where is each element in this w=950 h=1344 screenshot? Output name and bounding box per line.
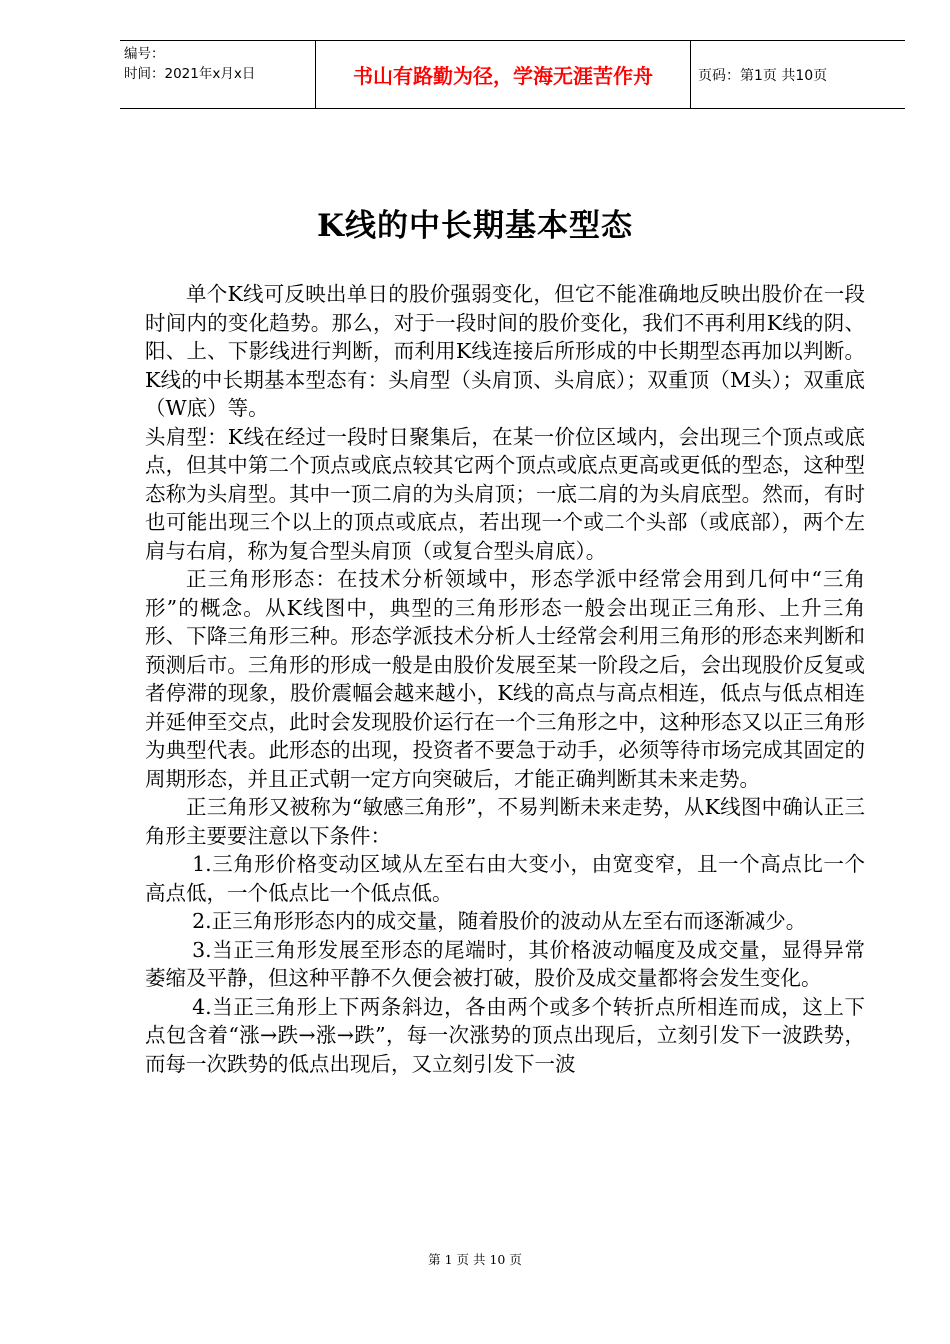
paragraph-head-shoulders: 头肩型：K线在经过一段时日聚集后，在某一价位区域内，会出现三个顶点或底点，但其中第二个顶点或底点较其它两个顶点或底点更高或更低的型态，这种型态称为头肩型。其中一顶二肩的为头肩顶；一底二肩的为头肩底型。然而，有时也可能出现三个以上的顶点或底点，若出现一个或二个头部（或底部），两个左肩与右肩，称为复合型头肩顶（或复合型头肩底）。 — [145, 424, 865, 563]
list-item-condition-4: 4.当正三角形上下两条斜边，各由两个或多个转折点所相连而成，这上下点包含着“涨→跌→涨→跌”，每一次涨势的顶点出现后，立刻引发下一波跌势，而每一次跌势的低点出现后，又立刻引发下一波 — [145, 994, 865, 1076]
page-footer: 第 1 页 共 10 页 — [428, 1252, 522, 1267]
paragraph-triangle: 正三角形形态：在技术分析领域中，形态学派中经常会用到几何中“三角形”的概念。从K线图中，典型的三角形形态一般会出现正三角形、上升三角形、下降三角形三种。形态学派技术分析人士经常会利用三角形的形态来判断和预测后市。三角形的形成一般是由股价发展至某一阶段之后，会出现股价反复或者停滞的现象，股价震幅会越来越小，K线的高点与高点相连，低点与低点相连并延伸至交点，此时会发现股价运行在一个三角形之中，这种形态又以正三角形为典型代表。此形态的出现，投资者不要急于动手，必须等待市场完成其固定的周期形态，并且正式朝一定方向突破后，才能正确判断其未来走势。 — [145, 567, 865, 791]
list-item-condition-2: 2.正三角形形态内的成交量，随着股价的波动从左至右而逐渐减少。 — [192, 909, 807, 933]
document-number-label: 编号： — [124, 46, 165, 62]
paragraph-sensitive-triangle: 正三角形又被称为“敏感三角形”，不易判断未来走势，从K线图中确认正三角形主要要注意以下条件： — [145, 795, 865, 848]
list-item-condition-3: 3.当正三角形发展至形态的尾端时，其价格波动幅度及成交量，显得异常萎缩及平静，但这种平静不久便会被打破，股价及成交量都将会发生变化。 — [145, 937, 865, 990]
document-time-label: 时间：2021年x月x日 — [124, 66, 256, 82]
document-title: K线的中长期基本型态 — [317, 208, 633, 244]
paragraph-intro: 单个K线可反映出单日的股价强弱变化，但它不能准确地反映出股价在一段时间内的变化趋势。那么，对于一段时间的股价变化，我们不再利用K线的阴、阳、上、下影线进行判断，而利用K线连接后所形成的中长期型态再加以判断。K线的中长期基本型态有：头肩型（头肩顶、头肩底）；双重顶（M头）；双重底（W底）等。 — [145, 282, 865, 420]
list-item-condition-1: 1.三角形价格变动区域从左至右由大变小，由宽变窄，且一个高点比一个高点低，一个低点比一个低点低。 — [145, 852, 865, 905]
header-meta — [124, 44, 314, 84]
page-header — [120, 40, 905, 109]
header-motto: 书山有路勤为径，学海无涯苦作舟 — [315, 41, 691, 108]
document-body — [145, 280, 865, 1078]
header-page-info: 页码：第1页 共10页 — [698, 67, 828, 84]
